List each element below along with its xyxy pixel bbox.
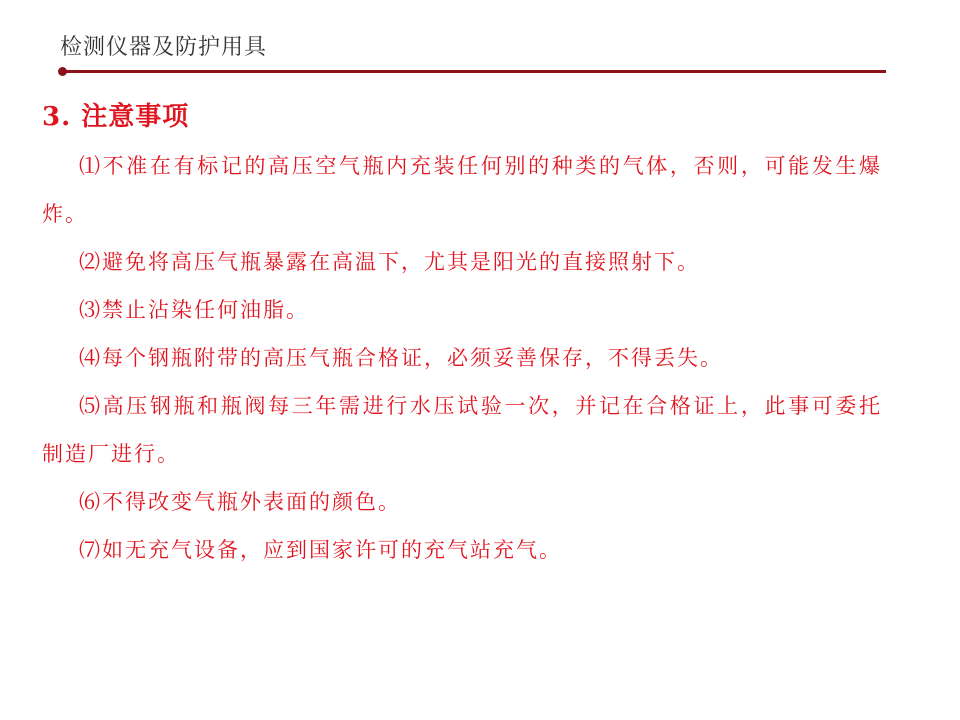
precaution-item-4: ⑷每个钢瓶附带的高压气瓶合格证，必须妥善保存，不得丢失。: [79, 346, 723, 370]
section-title: 3. 注意事项: [42, 102, 190, 132]
precaution-item-5: ⑸高压钢瓶和瓶阀每三年需进行水压试验一次，并记在合格证上，此事可委托制造厂进行。: [42, 394, 882, 466]
header-title: 检测仪器及防护用具: [60, 35, 268, 60]
precaution-item-2: ⑵避免将高压气瓶暴露在高温下，尤其是阳光的直接照射下。: [79, 250, 700, 274]
precaution-item-3: ⑶禁止沾染任何油脂。: [79, 298, 309, 322]
precautions-list: [42, 142, 882, 574]
precaution-item-7: ⑺如无充气设备，应到国家许可的充气站充气。: [79, 538, 562, 562]
precaution-item-1: ⑴不准在有标记的高压空气瓶内充装任何别的种类的气体，否则，可能发生爆炸。: [42, 154, 882, 226]
header-rule: [62, 70, 886, 73]
precaution-item-6: ⑹不得改变气瓶外表面的颜色。: [79, 490, 401, 514]
